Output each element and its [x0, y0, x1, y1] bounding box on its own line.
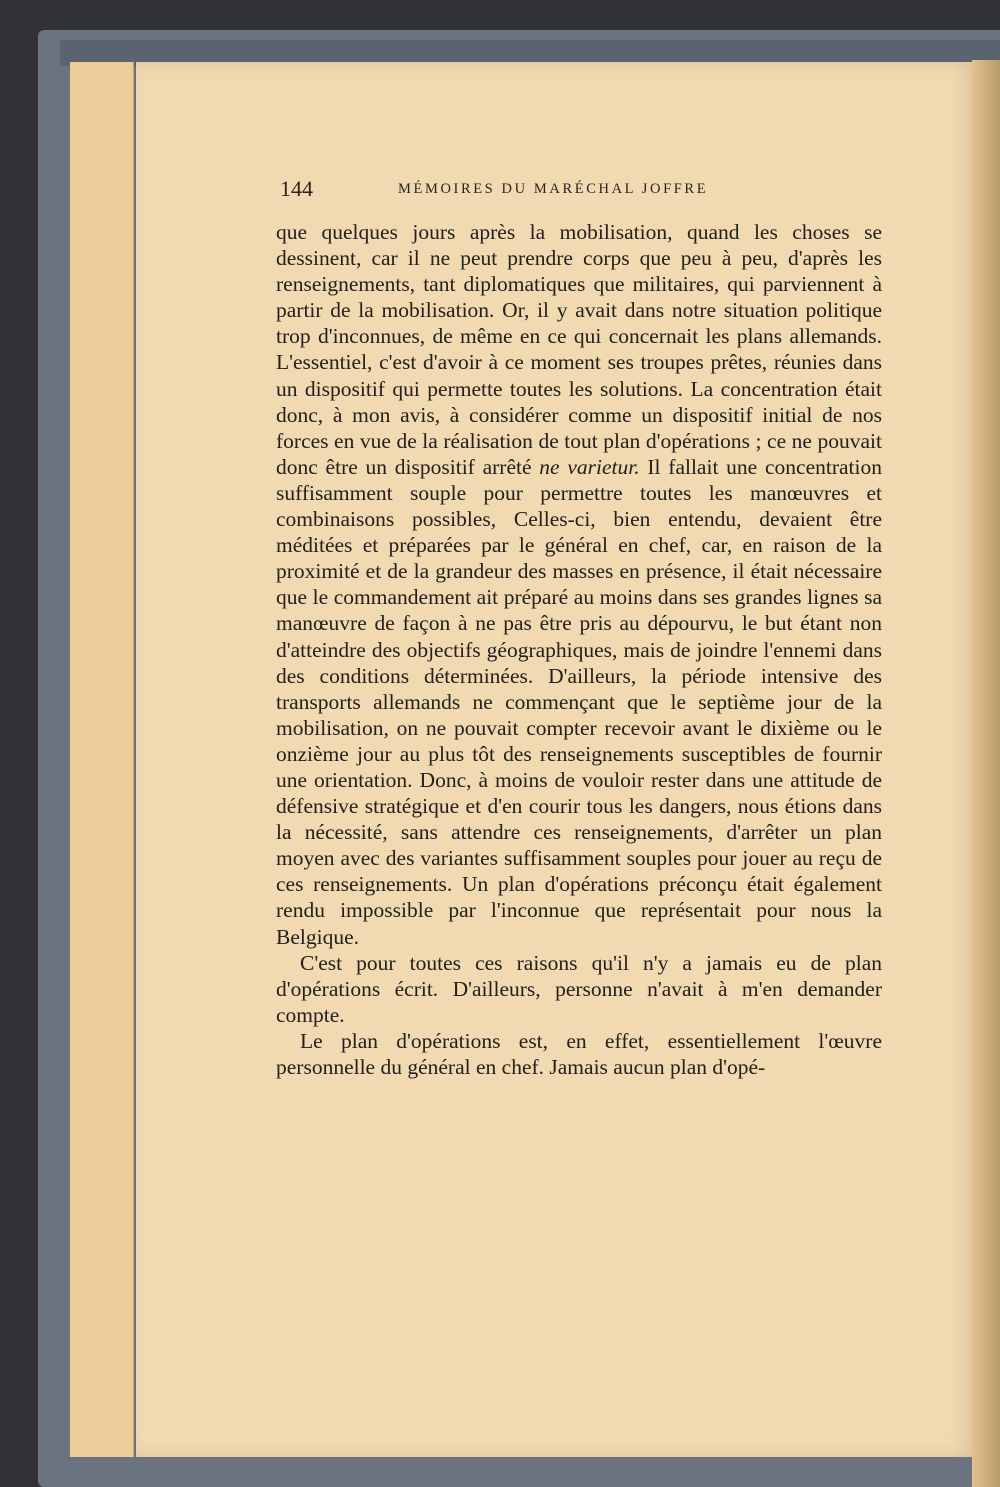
page-number: 144	[280, 176, 313, 201]
paragraph-2: C'est pour toutes ces raisons qu'il n'y a jamais eu de plan d'opérations écrit. D'ailleurs, personne n'avait à m'en demander compte.	[276, 950, 882, 1027]
paragraph-3: Le plan d'opérations est, en effet, essentiellement l'œuvre personnelle du général en chef. Jamais aucun plan d'opé-	[276, 1028, 882, 1079]
paragraph-1-text-b: Il fallait une concentration suffisamment souple pour permettre toutes les manœuvres et combinaisons possibles, Celles-ci, bien entendu, devaient être méditées et préparées par le général en chef, car, en raison de la proximité et de la grandeur des masses en présence, il était nécessaire que le commandement ait préparé au moins dans ses grandes lignes sa manœuvre de façon à ne pas être pris au dépourvu, le but étant non d'atteindre des objectifs géographiques, mais de joindre l'ennemi dans des conditions déterminées. D'ailleurs, la période intensive des transports allemands ne commençant que le septième jour de la mobilisation, on ne pouvait compter recevoir avant le dixième ou le onzième jour au plus tôt des renseignements susceptibles de fournir une orientation. Donc, à moins de vouloir rester dans une attitude de défensive stratégique et d'en courir tous les dangers, nous étions dans la nécessité, sans attendre ces renseignements, d'arrêter un plan moyen avec des variantes suffisamment souples pour jouer au reçu de ces renseignements. Un plan d'opérations préconçu était également rendu impossible par l'inconnue que représentait pour nous la Belgique.	[276, 454, 882, 949]
page-gutter-shadow	[972, 60, 1000, 1487]
running-head: MÉMOIRES DU MARÉCHAL JOFFRE	[398, 181, 709, 197]
paragraph-1	[276, 219, 882, 950]
body-text	[276, 219, 882, 1080]
paragraph-1-italic: ne varietur.	[539, 454, 640, 479]
page-header	[280, 176, 880, 206]
paragraph-1-text-a: que quelques jours après la mobilisation, quand les choses se dessinent, car il ne peut prendre corps que peu à peu, d'après les renseignements, tant diplomatiques que militaires, qui parviennent à partir de la mobilisation. Or, il y avait dans notre situation politique trop d'inconnues, de même en ce qui concernait les plans allemands. L'essentiel, c'est d'avoir à ce moment ses troupes prêtes, réunies dans un dispositif qui permette toutes les solutions. La concentration était donc, à mon avis, à considérer comme un dispositif initial de nos forces en vue de la réalisation de tout plan d'opérations ; ce ne pouvait donc être un dispositif arrêté	[276, 220, 882, 479]
